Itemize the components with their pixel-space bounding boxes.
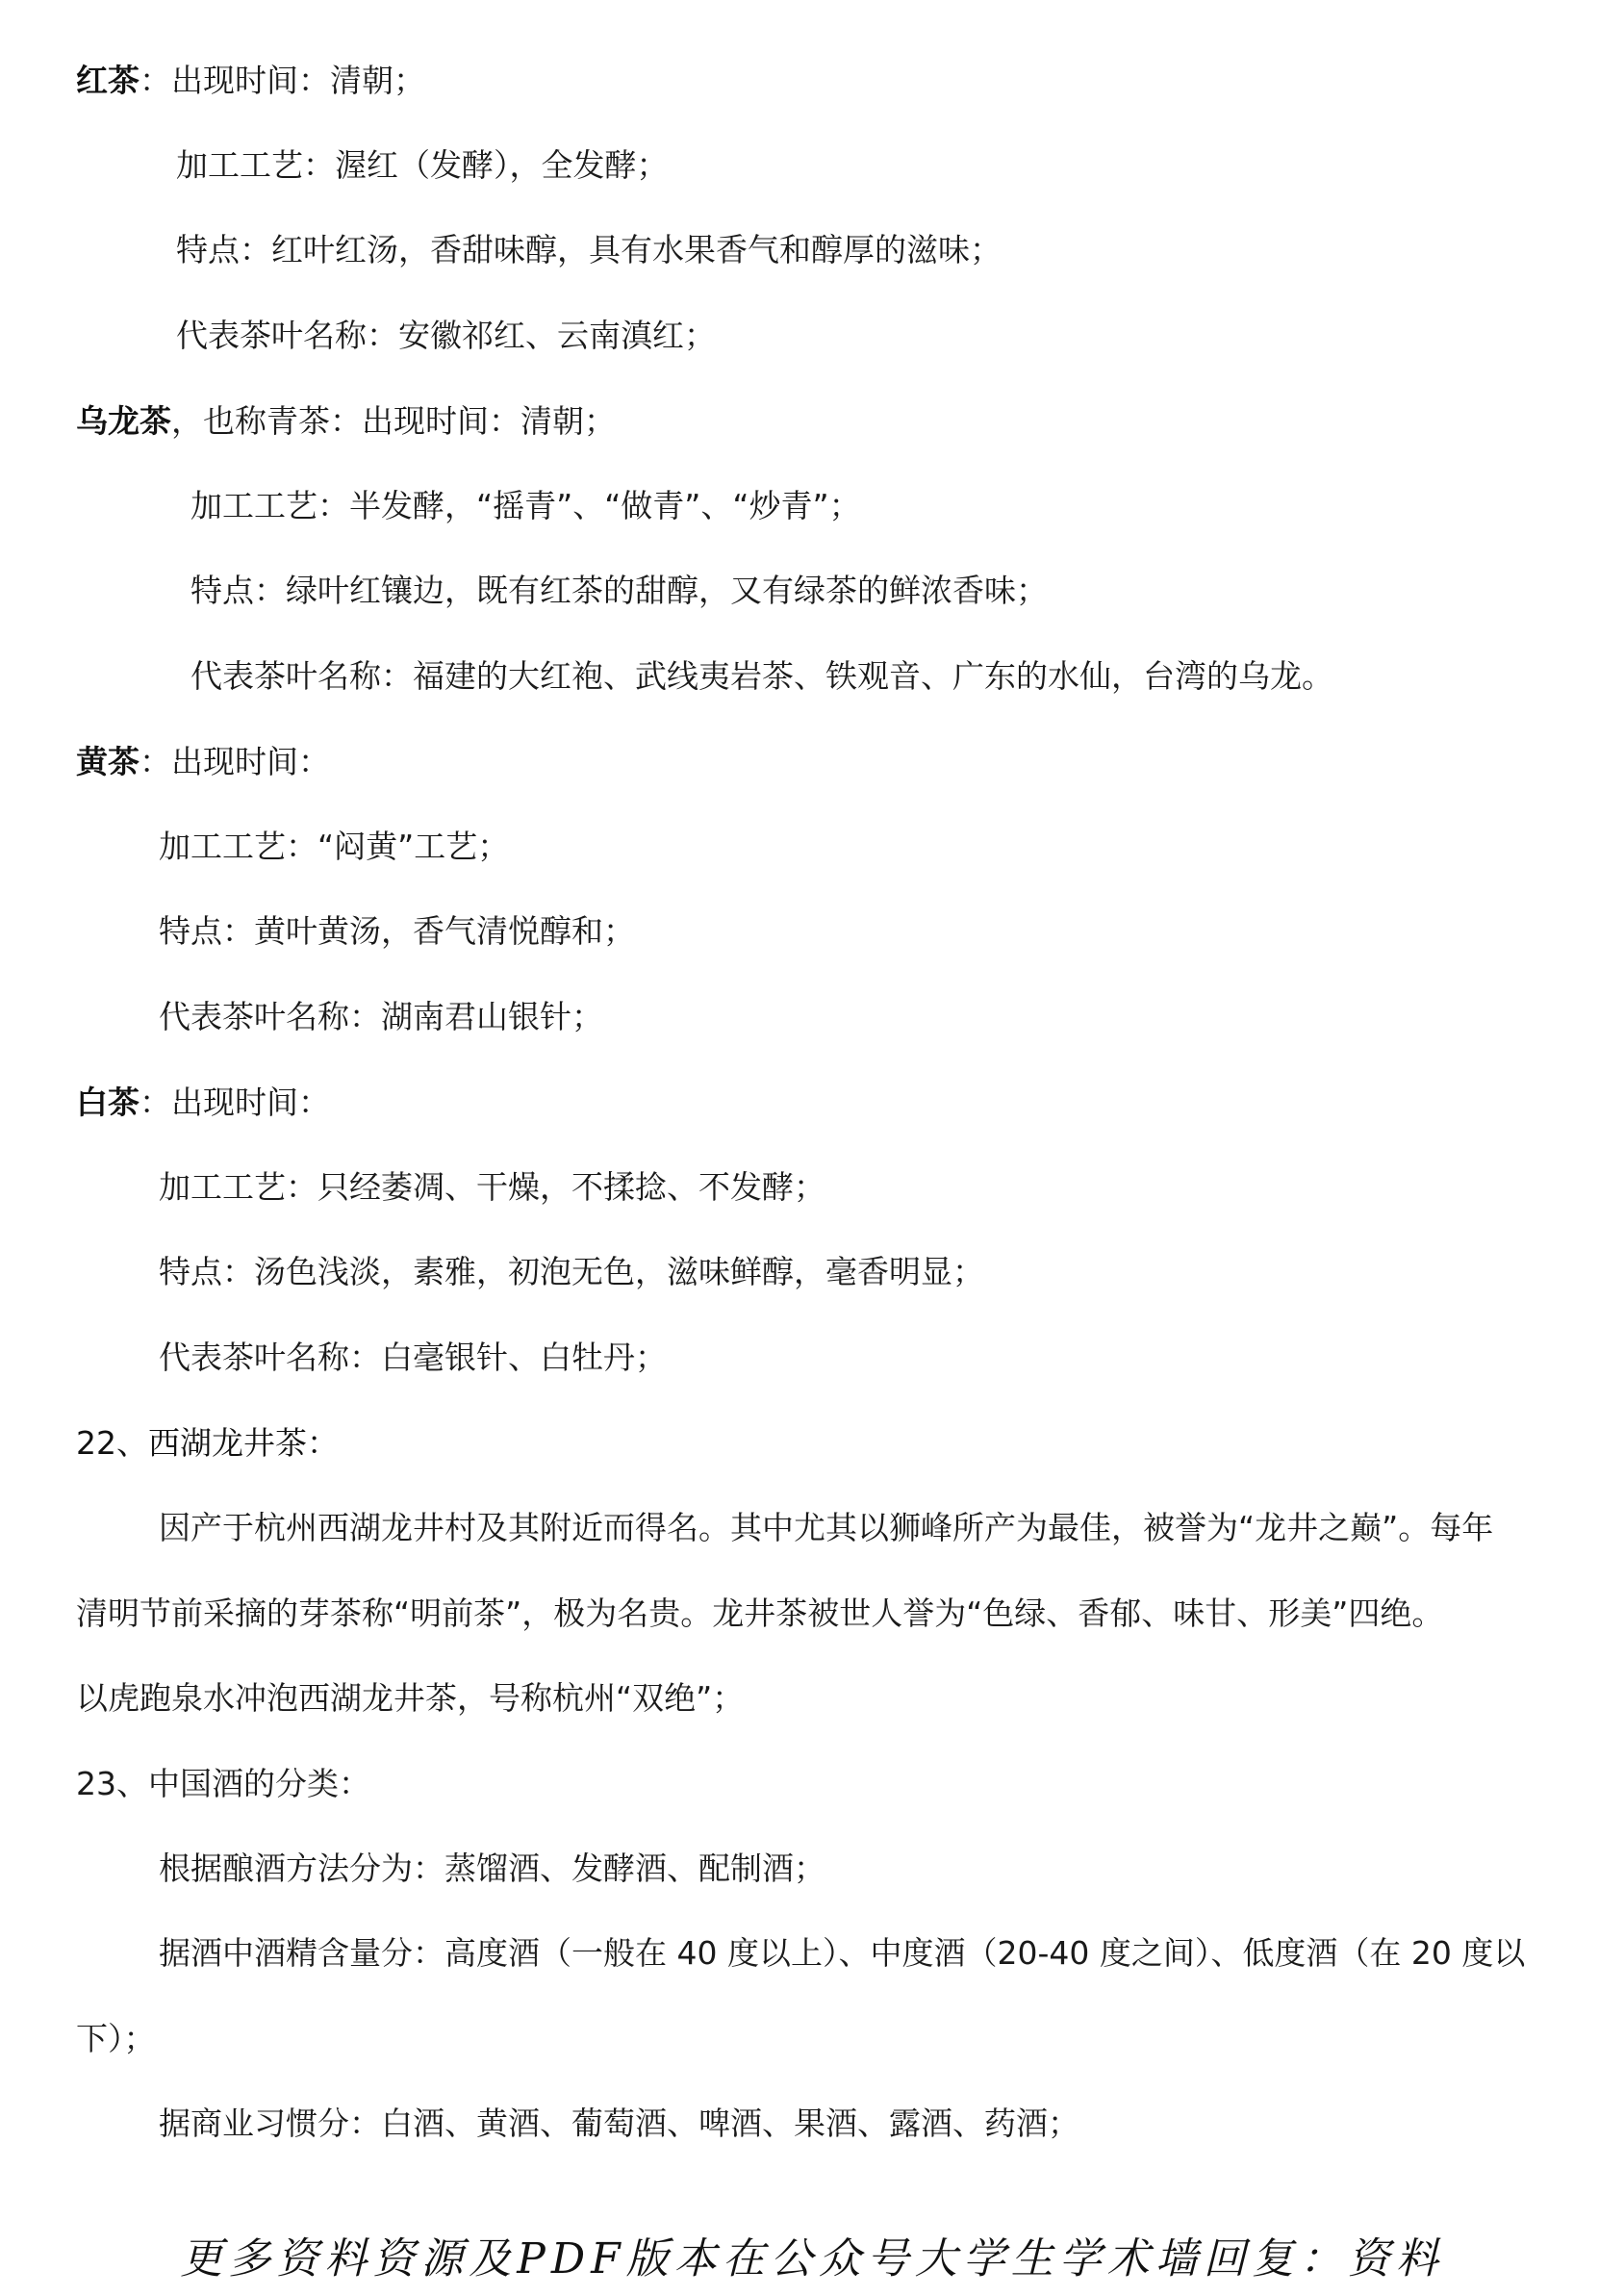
black-tea-heading	[76, 60, 425, 102]
white-tea-heading	[76, 1082, 330, 1124]
black-tea-process: 加工工艺：渥红（发酵），全发酵；	[176, 146, 669, 184]
liquor-by-method: 根据酿酒方法分为：蒸馏酒、发酵酒、配制酒；	[159, 1850, 825, 1887]
longjing-paragraph-line-3: 以虎跑泉水冲泡西湖龙井茶，号称杭州“双绝”；	[76, 1679, 745, 1717]
longjing-heading: 22、西湖龙井茶：	[76, 1424, 339, 1462]
oolong-tea-examples: 代表茶叶名称：福建的大红袍、武线夷岩茶、铁观音、广东的水仙，台湾的乌龙。	[190, 657, 1333, 695]
oolong-tea-process: 加工工艺：半发酵，“摇青”、“做青”、“炒青”；	[190, 487, 861, 524]
white-tea-name: 白茶	[76, 1084, 140, 1121]
black-tea-examples: 代表茶叶名称：安徽祁红、云南滇红；	[176, 317, 716, 354]
oolong-tea-name: 乌龙茶	[76, 402, 171, 440]
liquor-heading: 23、中国酒的分类：	[76, 1765, 370, 1802]
yellow-tea-origin: ：出现时间：	[140, 743, 330, 780]
white-tea-origin: ：出现时间：	[140, 1084, 330, 1121]
black-tea-name: 红茶	[76, 62, 140, 99]
yellow-tea-examples: 代表茶叶名称：湖南君山银针；	[159, 998, 603, 1035]
longjing-paragraph-line-2: 清明节前采摘的芽茶称“明前茶”，极为名贵。龙井茶被世人誉为“色绿、香郁、味甘、形美”四绝。	[76, 1594, 1444, 1632]
liquor-by-commerce: 据商业习惯分：白酒、黄酒、葡萄酒、啤酒、果酒、露酒、药酒；	[159, 2105, 1079, 2142]
white-tea-examples: 代表茶叶名称：白毫银针、白牡丹；	[159, 1339, 667, 1376]
oolong-tea-origin: ，也称青茶：出现时间：清朝；	[171, 402, 616, 440]
yellow-tea-process: 加工工艺：“闷黄”工艺；	[159, 828, 510, 865]
yellow-tea-features: 特点：黄叶黄汤，香气清悦醇和；	[159, 912, 635, 950]
yellow-tea-heading	[76, 741, 330, 783]
black-tea-features: 特点：红叶红汤，香甜味醇，具有水果香气和醇厚的滋味；	[176, 231, 1002, 268]
liquor-by-alcohol: 据酒中酒精含量分：高度酒（一般在 40 度以上）、中度酒（20-40 度之间）、低度酒（在 20 度以	[159, 1934, 1526, 1972]
oolong-tea-heading	[76, 400, 616, 443]
yellow-tea-name: 黄茶	[76, 743, 140, 780]
longjing-paragraph-line-1: 因产于杭州西湖龙井村及其附近而得名。其中尤其以狮峰所产为最佳，被誉为“龙井之巅”。每年	[159, 1509, 1494, 1546]
white-tea-process: 加工工艺：只经萎凋、干燥，不揉捻、不发酵；	[159, 1168, 825, 1206]
white-tea-features: 特点：汤色浅淡，素雅，初泡无色，滋味鲜醇，毫香明显；	[159, 1253, 984, 1290]
black-tea-origin: ：出现时间：清朝；	[140, 62, 425, 99]
oolong-tea-features: 特点：绿叶红镶边，既有红茶的甜醇，又有绿茶的鲜浓香味；	[190, 572, 1048, 609]
liquor-by-alcohol-cont: 下）；	[76, 2020, 156, 2057]
footer-promo-text: 更多资料资源及PDF版本在公众号大学生学术墙回复：资料	[180, 2234, 1444, 2283]
